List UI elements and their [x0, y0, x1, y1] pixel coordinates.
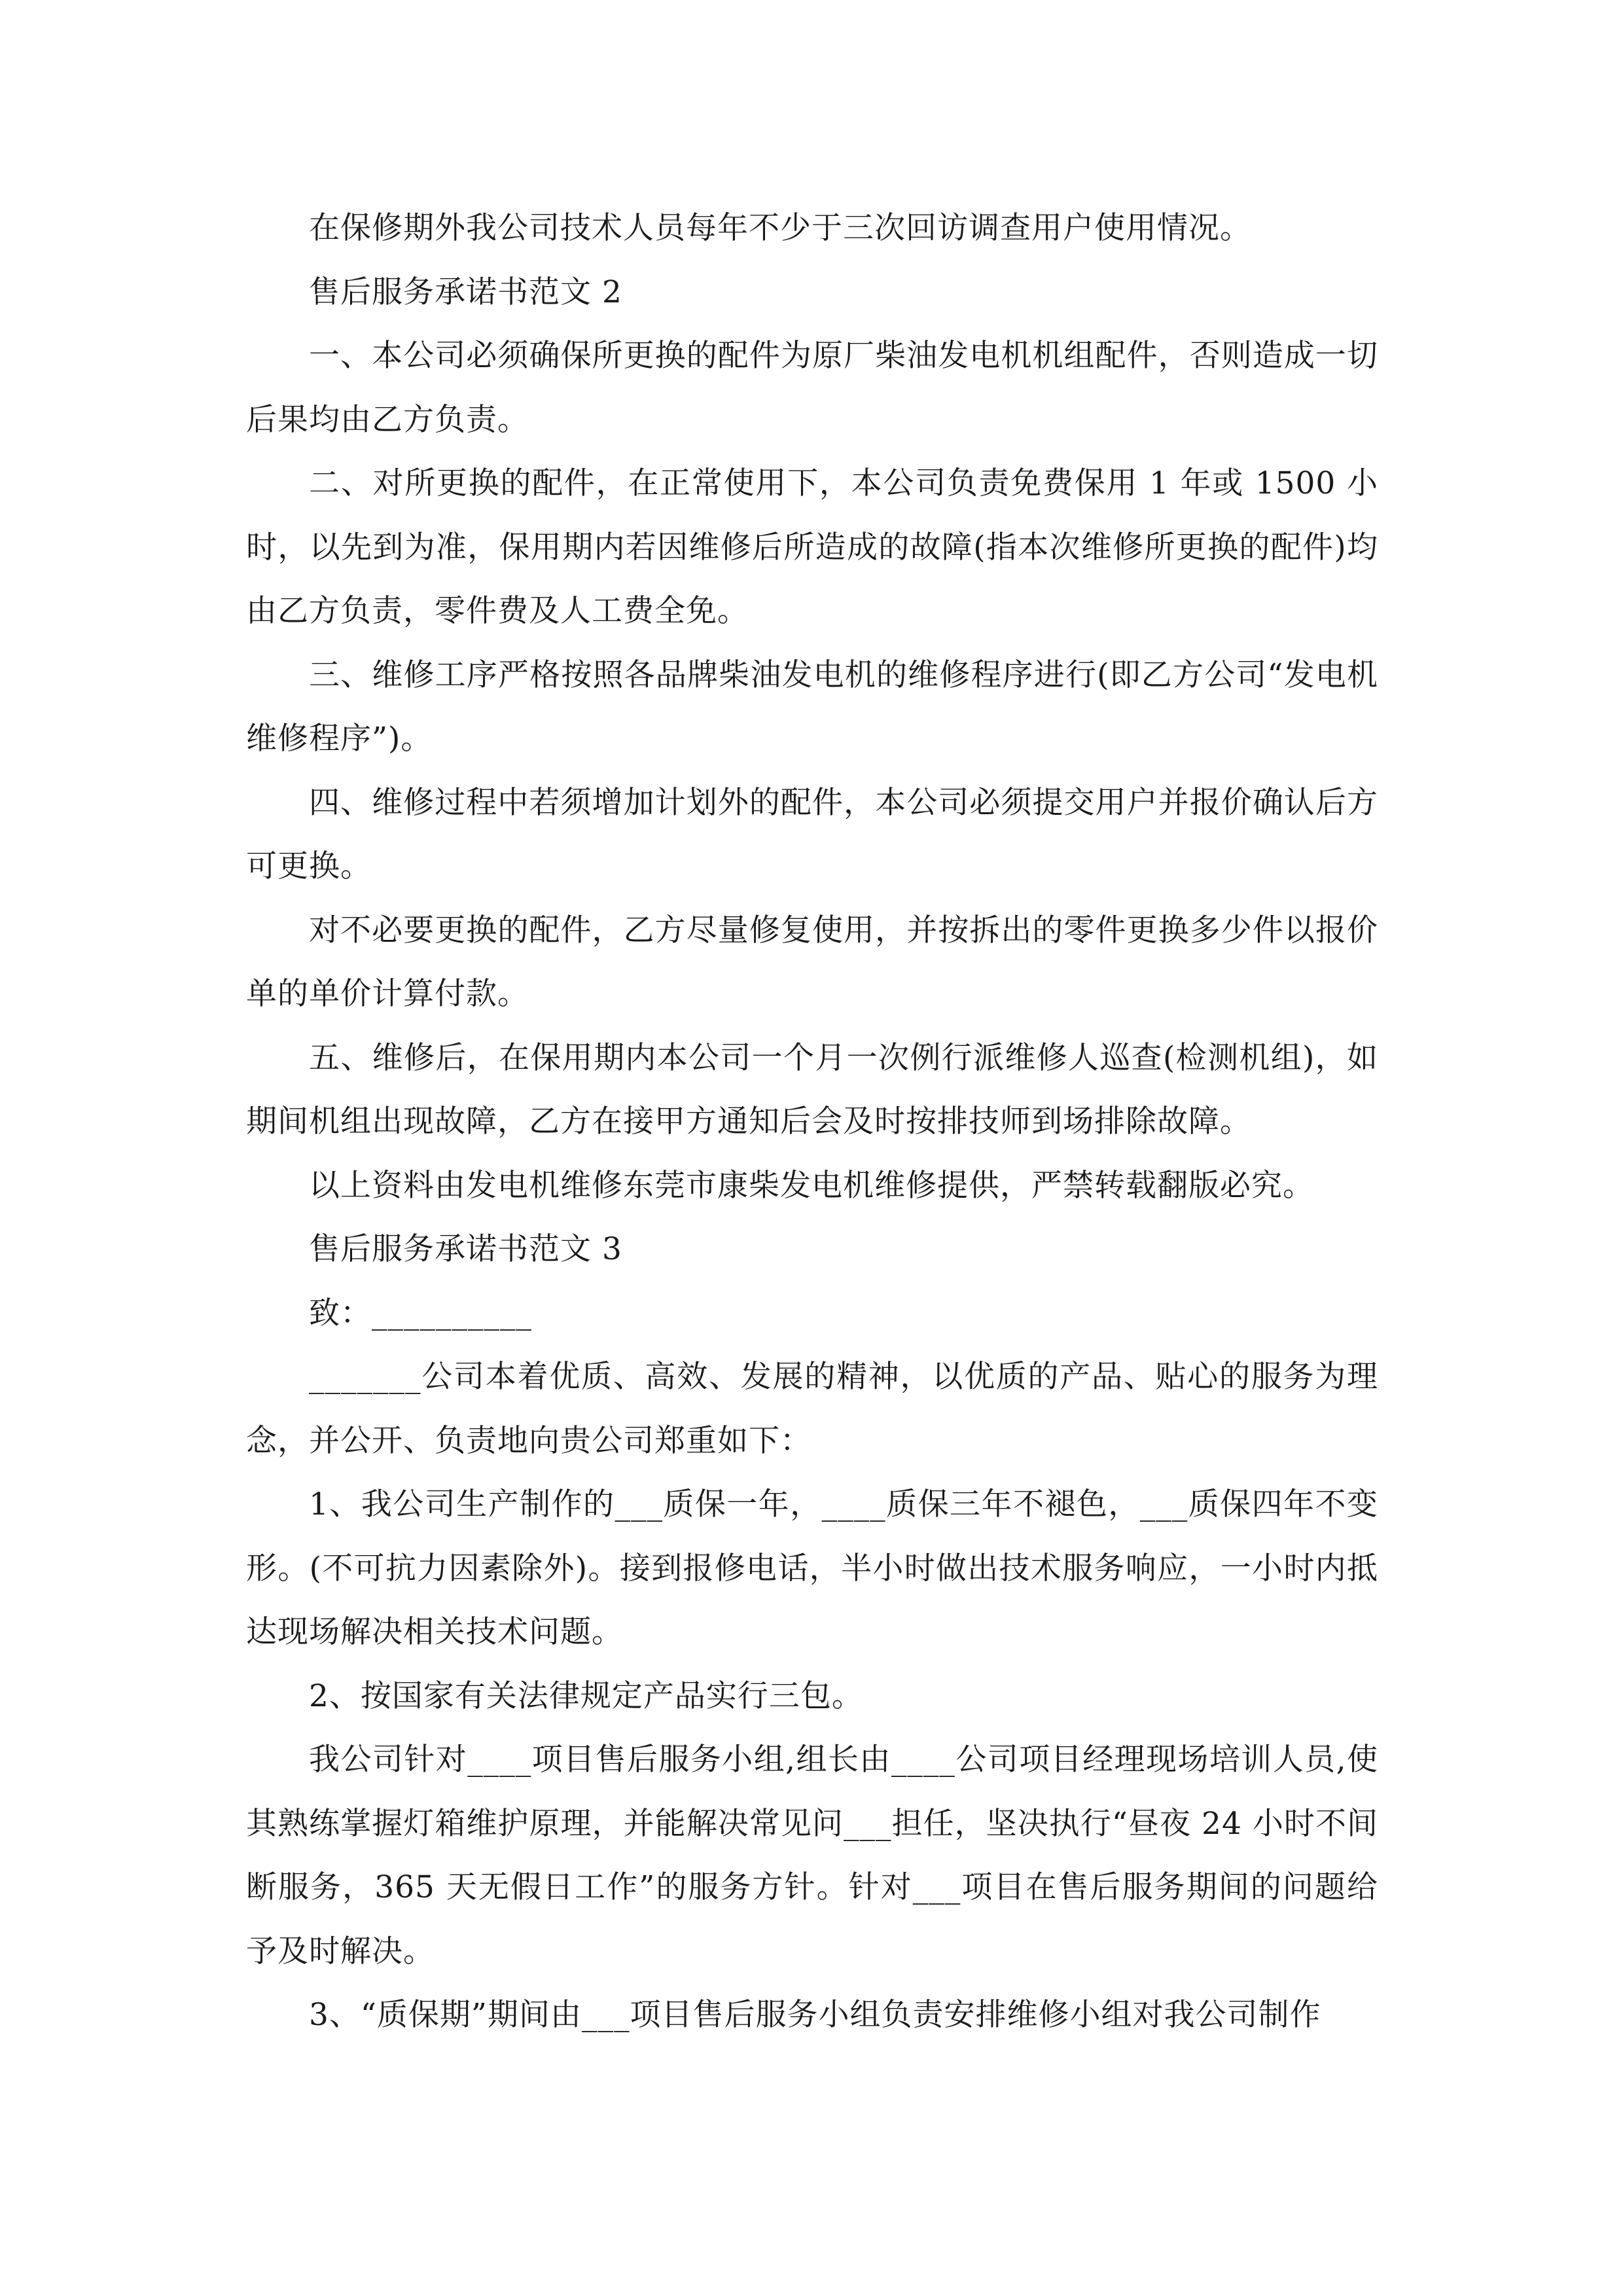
paragraph-clause-4: 四、维修过程中若须增加计划外的配件，本公司必须提交用户并报价确认后方可更换。 — [246, 784, 1378, 884]
paragraph-item-2: 2、按国家有关法律规定产品实行三包。 — [309, 1677, 863, 1714]
paragraph-intro: _______公司本着优质、高效、发展的精神，以优质的产品、贴心的服务为理念，并公开、负责地向贵公司郑重如下： — [246, 1359, 1378, 1459]
paragraph-addressee: 致：__________ — [309, 1295, 532, 1331]
paragraph-item-3: 3、“质保期”期间由___项目售后服务小组负责安排维修小组对我公司制作 — [309, 1997, 1321, 2033]
paragraph-clause-3: 三、维修工序严格按照各品牌柴油发电机的维修程序进行(即乙方公司“发电机维修程序”)。 — [246, 656, 1378, 757]
paragraph-repair-parts: 对不必要更换的配件，乙方尽量修复使用，并按拆出的零件更换多少件以报价单的单价计算付款。 — [246, 912, 1378, 1012]
paragraph-clause-1: 一、本公司必须确保所更换的配件为原厂柴油发电机机组配件，否则造成一切后果均由乙方负责。 — [246, 338, 1378, 438]
paragraph-source-note: 以上资料由发电机维修东莞市康柴发电机维修提供，严禁转载翻版必究。 — [309, 1167, 1314, 1204]
heading-sample-3: 售后服务承诺书范文 3 — [309, 1231, 622, 1267]
paragraph-followup-visits: 在保修期外我公司技术人员每年不少于三次回访调查用户使用情况。 — [309, 210, 1251, 246]
document-body — [246, 196, 1378, 2047]
paragraph-clause-2: 二、对所更换的配件，在正常使用下，本公司负责免费保用 1 年或 1500 小时，以先到为准，保用期内若因维修后所造成的故障(指本次维修所更换的配件)均由乙方负责，零件费及人工费全免。 — [246, 465, 1378, 629]
paragraph-service-team: 我公司针对____项目售后服务小组,组长由____公司项目经理现场培训人员,使其熟练掌握灯箱维护原理，并能解决常见问___担任，坚决执行“昼夜 24 小时不间断服务，365 天无假日工作”的服务方针。针对___项目在售后服务期间的问题给予及时解决。 — [246, 1742, 1378, 1969]
paragraph-item-1: 1、我公司生产制作的___质保一年，____质保三年不褪色，___质保四年不变形。(不可抗力因素除外)。接到报修电话，半小时做出技术服务响应，一小时内抵达现场解决相关技术问题。 — [246, 1486, 1378, 1650]
paragraph-clause-5: 五、维修后，在保用期内本公司一个月一次例行派维修人巡查(检测机组)，如期间机组出现故障，乙方在接甲方通知后会及时按排技师到场排除故障。 — [246, 1039, 1378, 1139]
heading-sample-2: 售后服务承诺书范文 2 — [309, 274, 622, 310]
